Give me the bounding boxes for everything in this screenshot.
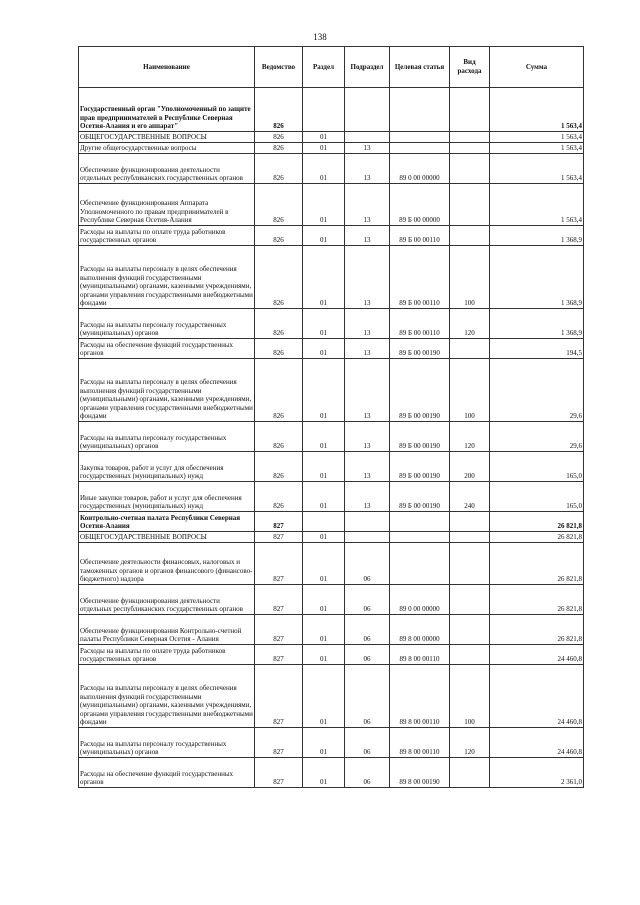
table-row: [79, 512, 584, 532]
cell-summa: 26 821,8: [490, 512, 584, 532]
cell-summa: 1 563,4: [490, 143, 584, 154]
cell-celevaya-statya: 89 8 00 00110: [390, 728, 450, 758]
cell-vedomstvo: 826: [255, 246, 303, 309]
cell-celevaya-statya: 89 8 00 00190: [390, 758, 450, 788]
table-row: [79, 339, 584, 359]
cell-podrazdel: [345, 88, 390, 132]
cell-vid-rashoda: [450, 543, 490, 585]
cell-celevaya-statya: [390, 543, 450, 585]
cell-vid-rashoda: [450, 143, 490, 154]
table-row: [79, 184, 584, 226]
cell-vedomstvo: 827: [255, 728, 303, 758]
cell-summa: 194,5: [490, 339, 584, 359]
table-row: [79, 482, 584, 512]
header-vedomstvo: Ведомство: [255, 47, 303, 88]
cell-summa: 24 460,8: [490, 728, 584, 758]
cell-vedomstvo: 826: [255, 132, 303, 143]
cell-podrazdel: 13: [345, 359, 390, 422]
cell-celevaya-statya: 89 Б 00 00000: [390, 184, 450, 226]
cell-razdel: [303, 512, 345, 532]
table-row: [79, 154, 584, 184]
cell-vid-rashoda: [450, 615, 490, 645]
cell-podrazdel: 06: [345, 645, 390, 665]
header-vid-rashoda: Вид расхода: [450, 47, 490, 88]
cell-celevaya-statya: [390, 512, 450, 532]
budget-table: [78, 46, 584, 788]
cell-name: Закупка товаров, работ и услуг для обеспечения государственных (муниципальных) нужд: [79, 452, 255, 482]
table-row: [79, 665, 584, 728]
table-row: [79, 143, 584, 154]
cell-vedomstvo: 826: [255, 482, 303, 512]
table-row: [79, 645, 584, 665]
cell-name: Расходы на обеспечение функций государственных органов: [79, 758, 255, 788]
cell-vid-rashoda: [450, 132, 490, 143]
cell-vid-rashoda: 100: [450, 359, 490, 422]
cell-podrazdel: 06: [345, 543, 390, 585]
cell-name: Расходы на выплаты персоналу в целях обеспечения выполнения функций государственными (муниципальными) органами, казенными учреждениями, органами управления государственными внебюджетными фондами: [79, 665, 255, 728]
cell-vid-rashoda: [450, 532, 490, 543]
table-row: [79, 226, 584, 246]
table-row: [79, 532, 584, 543]
cell-vedomstvo: 826: [255, 143, 303, 154]
cell-razdel: 01: [303, 184, 345, 226]
cell-name: Обеспечение функционирования Аппарата Уполномоченного по правам предпринимателей в Республике Северная Осетия-Алания: [79, 184, 255, 226]
cell-razdel: 01: [303, 532, 345, 543]
table-row: [79, 758, 584, 788]
cell-razdel: 01: [303, 246, 345, 309]
cell-vid-rashoda: [450, 184, 490, 226]
cell-summa: 1 563,4: [490, 132, 584, 143]
cell-vedomstvo: 826: [255, 452, 303, 482]
table-row: [79, 615, 584, 645]
cell-name: Другие общегосударственные вопросы: [79, 143, 255, 154]
cell-name: Обеспечение функционирования деятельности отдельных республиканских государственных органов: [79, 585, 255, 615]
cell-vid-rashoda: [450, 226, 490, 246]
cell-vedomstvo: 826: [255, 359, 303, 422]
cell-podrazdel: [345, 532, 390, 543]
cell-podrazdel: 13: [345, 246, 390, 309]
cell-summa: 26 821,8: [490, 615, 584, 645]
table-row: [79, 132, 584, 143]
cell-name: Обеспечение деятельности финансовых, налоговых и таможенных органов и органов финансового (финансово-бюджетного) надзора: [79, 543, 255, 585]
cell-summa: 29,6: [490, 422, 584, 452]
cell-name: Расходы на выплаты по оплате труда работников государственных органов: [79, 645, 255, 665]
cell-celevaya-statya: 89 8 00 00110: [390, 645, 450, 665]
cell-podrazdel: [345, 132, 390, 143]
cell-vedomstvo: 826: [255, 184, 303, 226]
cell-summa: 1 368,9: [490, 226, 584, 246]
cell-name: Расходы на обеспечение функций государственных органов: [79, 339, 255, 359]
cell-name: Расходы на выплаты по оплате труда работников государственных органов: [79, 226, 255, 246]
cell-name: ОБЩЕГОСУДАРСТВЕННЫЕ ВОПРОСЫ: [79, 132, 255, 143]
cell-vid-rashoda: [450, 758, 490, 788]
cell-vedomstvo: 827: [255, 645, 303, 665]
cell-celevaya-statya: [390, 532, 450, 543]
cell-vid-rashoda: 120: [450, 309, 490, 339]
cell-celevaya-statya: [390, 132, 450, 143]
cell-vid-rashoda: 120: [450, 728, 490, 758]
cell-razdel: 01: [303, 585, 345, 615]
cell-razdel: 01: [303, 615, 345, 645]
cell-vedomstvo: 826: [255, 154, 303, 184]
cell-name: Государственный орган "Уполномоченный по защите прав предпринимателей в Республике Северная Осетия-Алания и его аппарат": [79, 88, 255, 132]
cell-vid-rashoda: 100: [450, 665, 490, 728]
cell-podrazdel: 06: [345, 665, 390, 728]
table-row: [79, 452, 584, 482]
table-header-row: [79, 47, 584, 88]
cell-vid-rashoda: [450, 645, 490, 665]
cell-name: Расходы на выплаты персоналу государственных (муниципальных) органов: [79, 728, 255, 758]
cell-celevaya-statya: [390, 88, 450, 132]
cell-vedomstvo: 826: [255, 309, 303, 339]
cell-summa: 2 361,0: [490, 758, 584, 788]
cell-razdel: 01: [303, 758, 345, 788]
cell-vid-rashoda: [450, 512, 490, 532]
cell-razdel: 01: [303, 226, 345, 246]
cell-podrazdel: 13: [345, 154, 390, 184]
cell-razdel: 01: [303, 452, 345, 482]
cell-podrazdel: 13: [345, 226, 390, 246]
cell-podrazdel: 13: [345, 452, 390, 482]
header-podrazdel: Подраздел: [345, 47, 390, 88]
table-row: [79, 309, 584, 339]
cell-razdel: 01: [303, 143, 345, 154]
cell-name: Расходы на выплаты персоналу в целях обеспечения выполнения функций государственными (муниципальными) органами, казенными учреждениями, органами управления государственными внебюджетными фондами: [79, 359, 255, 422]
cell-name: Иные закупки товаров, работ и услуг для обеспечения государственных (муниципальных) нужд: [79, 482, 255, 512]
cell-celevaya-statya: 89 Б 00 00190: [390, 422, 450, 452]
cell-podrazdel: 06: [345, 585, 390, 615]
table-row: [79, 246, 584, 309]
table-row: [79, 359, 584, 422]
header-summa: Сумма: [490, 47, 584, 88]
cell-vid-rashoda: [450, 585, 490, 615]
table-row: [79, 585, 584, 615]
cell-summa: 26 821,8: [490, 585, 584, 615]
cell-summa: 165,0: [490, 452, 584, 482]
table-row: [79, 728, 584, 758]
cell-podrazdel: 06: [345, 728, 390, 758]
cell-vid-rashoda: 200: [450, 452, 490, 482]
table-row: [79, 88, 584, 132]
page-number: 138: [313, 32, 327, 42]
cell-vedomstvo: 827: [255, 665, 303, 728]
header-razdel: Раздел: [303, 47, 345, 88]
cell-celevaya-statya: 89 Б 00 00110: [390, 246, 450, 309]
cell-podrazdel: [345, 512, 390, 532]
cell-celevaya-statya: 89 Б 00 00190: [390, 482, 450, 512]
cell-podrazdel: 13: [345, 143, 390, 154]
cell-celevaya-statya: 89 Б 00 00110: [390, 226, 450, 246]
cell-name: Контрольно-счетная палата Республики Северная Осетия-Алания: [79, 512, 255, 532]
cell-vid-rashoda: 240: [450, 482, 490, 512]
cell-razdel: [303, 88, 345, 132]
cell-celevaya-statya: 89 Б 00 00190: [390, 339, 450, 359]
cell-summa: 24 460,8: [490, 665, 584, 728]
cell-vedomstvo: 826: [255, 226, 303, 246]
cell-celevaya-statya: 89 0 00 00000: [390, 585, 450, 615]
cell-vid-rashoda: [450, 154, 490, 184]
cell-summa: 1 368,9: [490, 246, 584, 309]
cell-summa: 165,0: [490, 482, 584, 512]
table-row: [79, 543, 584, 585]
cell-vid-rashoda: [450, 339, 490, 359]
cell-name: Расходы на выплаты персоналу в целях обеспечения выполнения функций государственными (муниципальными) органами, казенными учреждениями, органами управления государственными внебюджетными фондами: [79, 246, 255, 309]
cell-vedomstvo: 827: [255, 585, 303, 615]
cell-vid-rashoda: 120: [450, 422, 490, 452]
cell-name: Обеспечение функционирования Контрольно-счетной палаты Республики Северная Осетия - Алания: [79, 615, 255, 645]
cell-razdel: 01: [303, 359, 345, 422]
header-name: Наименование: [79, 47, 255, 88]
cell-podrazdel: 13: [345, 422, 390, 452]
cell-summa: 26 821,8: [490, 532, 584, 543]
cell-podrazdel: 06: [345, 758, 390, 788]
table-body: [79, 88, 584, 788]
cell-vedomstvo: 827: [255, 615, 303, 645]
cell-razdel: 01: [303, 543, 345, 585]
cell-vedomstvo: 826: [255, 88, 303, 132]
cell-name: Обеспечение функционирования деятельности отдельных республиканских государственных органов: [79, 154, 255, 184]
cell-vedomstvo: 827: [255, 758, 303, 788]
cell-summa: 29,6: [490, 359, 584, 422]
cell-summa: 1 368,9: [490, 309, 584, 339]
cell-summa: 24 460,8: [490, 645, 584, 665]
cell-razdel: 01: [303, 309, 345, 339]
cell-razdel: 01: [303, 339, 345, 359]
cell-vedomstvo: 826: [255, 422, 303, 452]
cell-celevaya-statya: [390, 143, 450, 154]
cell-celevaya-statya: 89 8 00 00110: [390, 665, 450, 728]
cell-celevaya-statya: 89 Б 00 00190: [390, 359, 450, 422]
cell-podrazdel: 13: [345, 184, 390, 226]
header-celevaya-statya: Целевая статья: [390, 47, 450, 88]
cell-vedomstvo: 826: [255, 339, 303, 359]
cell-razdel: 01: [303, 482, 345, 512]
cell-celevaya-statya: 89 Б 00 00110: [390, 309, 450, 339]
cell-name: ОБЩЕГОСУДАРСТВЕННЫЕ ВОПРОСЫ: [79, 532, 255, 543]
cell-razdel: 01: [303, 645, 345, 665]
cell-razdel: 01: [303, 132, 345, 143]
cell-podrazdel: 06: [345, 615, 390, 645]
cell-celevaya-statya: 89 Б 00 00190: [390, 452, 450, 482]
cell-podrazdel: 13: [345, 309, 390, 339]
table-row: [79, 422, 584, 452]
cell-razdel: 01: [303, 728, 345, 758]
cell-vid-rashoda: [450, 88, 490, 132]
cell-vedomstvo: 827: [255, 512, 303, 532]
cell-celevaya-statya: 89 0 00 00000: [390, 154, 450, 184]
cell-summa: 1 563,4: [490, 184, 584, 226]
cell-razdel: 01: [303, 665, 345, 728]
cell-vedomstvo: 827: [255, 532, 303, 543]
cell-summa: 26 821,8: [490, 543, 584, 585]
cell-name: Расходы на выплаты персоналу государственных (муниципальных) органов: [79, 309, 255, 339]
cell-name: Расходы на выплаты персоналу государственных (муниципальных) органов: [79, 422, 255, 452]
cell-vedomstvo: 827: [255, 543, 303, 585]
cell-summa: 1 563,4: [490, 88, 584, 132]
cell-summa: 1 563,4: [490, 154, 584, 184]
cell-podrazdel: 13: [345, 339, 390, 359]
cell-razdel: 01: [303, 154, 345, 184]
cell-vid-rashoda: 100: [450, 246, 490, 309]
cell-razdel: 01: [303, 422, 345, 452]
cell-podrazdel: 13: [345, 482, 390, 512]
cell-celevaya-statya: 89 8 00 00000: [390, 615, 450, 645]
